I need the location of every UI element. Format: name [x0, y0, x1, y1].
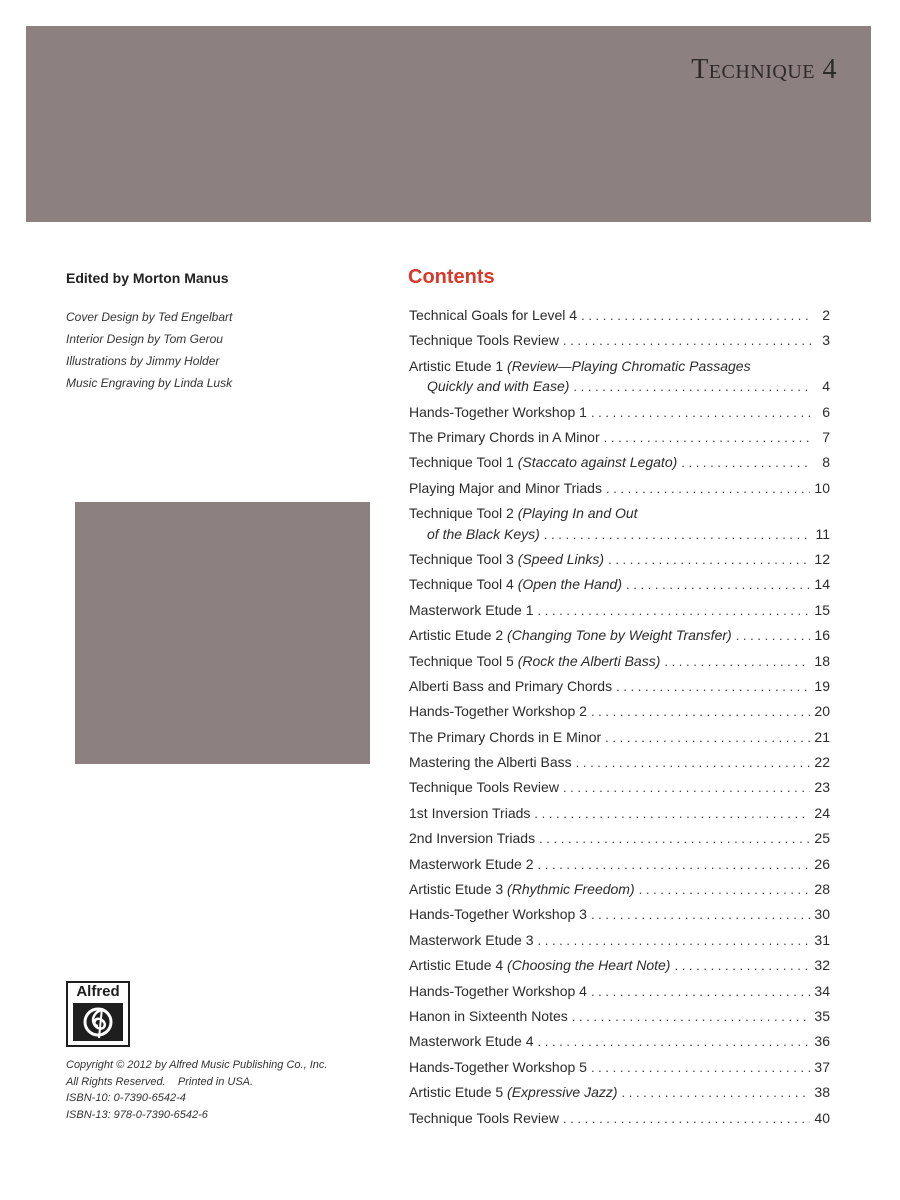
- dot-leader: [604, 428, 812, 448]
- toc-entry-title: Masterwork Etude 1: [409, 601, 534, 618]
- toc-entry-title: Masterwork Etude 2: [409, 855, 534, 872]
- toc-entry-title: Artistic Etude 4 (Choosing the Heart Note): [409, 957, 671, 974]
- toc-entry-title: Artistic Etude 3 (Rhythmic Freedom): [409, 881, 635, 898]
- copyright-line: ISBN-13: 978-0-7390-6542-6: [66, 1108, 208, 1121]
- dot-leader: [626, 575, 810, 595]
- toc-entry-title: Technique Tool 2 (Playing In and Out: [409, 505, 638, 522]
- toc-entry-title: Technical Goals for Level 4: [409, 307, 578, 323]
- toc-entry: [409, 1105, 830, 1130]
- copyright-line: Copyright © 2012 by Alfred Music Publishing Co., Inc.: [66, 1059, 328, 1071]
- dot-leader: [581, 306, 812, 326]
- dot-leader: [539, 829, 810, 849]
- header-banner: [26, 26, 871, 222]
- dot-leader: [591, 982, 810, 1002]
- toc-entry-title: Technique Tools Review: [409, 332, 559, 349]
- table-of-contents: [409, 302, 830, 1130]
- toc-entry-title: Alberti Bass and Primary Chords: [409, 677, 613, 694]
- toc-entry-title: The Primary Chords in E Minor: [409, 728, 602, 745]
- toc-entry-title: Artistic Etude 5 (Expressive Jazz): [409, 1084, 618, 1101]
- contents-heading: Contents: [408, 266, 495, 288]
- toc-entry-page: 14: [814, 576, 830, 593]
- toc-entry-title: Playing Major and Minor Triads: [409, 479, 602, 496]
- toc-entry: [409, 399, 830, 424]
- dot-leader: [674, 956, 810, 976]
- toc-entry-subtitle: (Review—Playing Chromatic Passages: [507, 357, 751, 374]
- toc-entry: [409, 327, 830, 352]
- credit-line: Music Engraving by Linda Lusk: [66, 376, 233, 390]
- toc-entry: [409, 698, 830, 723]
- toc-entry-subtitle: (Changing Tone by Weight Transfer): [507, 627, 732, 644]
- illustration-placeholder: [75, 502, 370, 764]
- toc-entry: [409, 1054, 830, 1079]
- toc-entry: [409, 1003, 830, 1028]
- toc-entry-subtitle: Quickly and with Ease): [427, 378, 570, 395]
- dot-leader: [534, 804, 810, 824]
- toc-entry: [409, 571, 830, 596]
- toc-entry: [409, 1079, 830, 1104]
- toc-entry-subtitle: (Rhythmic Freedom): [507, 881, 635, 898]
- toc-entry-subtitle: (Staccato against Legato): [517, 454, 678, 471]
- toc-entry-title: Hands-Together Workshop 3: [409, 906, 587, 923]
- dot-leader: [606, 479, 810, 499]
- toc-entry-page: 11: [815, 525, 830, 542]
- dot-leader: [591, 702, 810, 722]
- toc-entry-title: Hanon in Sixteenth Notes: [409, 1007, 568, 1024]
- toc-entry-page: 30: [814, 906, 830, 923]
- dot-leader: [605, 728, 810, 748]
- toc-entry-subtitle: (Open the Hand): [517, 576, 623, 593]
- toc-entry: [409, 724, 830, 749]
- toc-entry: [409, 475, 830, 500]
- dot-leader: [572, 1007, 811, 1027]
- toc-entry-subtitle: (Choosing the Heart Note): [507, 957, 671, 974]
- credit-line: Illustrations by Jimmy Holder: [66, 354, 220, 368]
- toc-entry: [409, 500, 830, 546]
- dot-leader: [591, 403, 812, 423]
- toc-entry-page: 4: [822, 378, 830, 395]
- toc-entry-page: 32: [814, 957, 830, 974]
- toc-entry-page: 37: [814, 1058, 830, 1075]
- page-title: Technique 4: [691, 54, 837, 85]
- toc-entry: [409, 597, 830, 622]
- toc-entry-title: Masterwork Etude 4: [409, 1033, 534, 1050]
- copyright-line: ISBN-10: 0-7390-6542-4: [66, 1092, 186, 1104]
- dot-leader: [681, 453, 812, 473]
- toc-entry-title: Technique Tools Review: [409, 779, 559, 796]
- alfred-clef-logo-icon: [72, 1002, 124, 1042]
- toc-entry-page: 26: [814, 855, 830, 872]
- toc-entry-page: 23: [814, 779, 830, 796]
- toc-entry-subtitle: (Speed Links): [517, 550, 605, 567]
- toc-entry: [409, 353, 830, 399]
- toc-entry-title: The Primary Chords in A Minor: [409, 428, 600, 445]
- toc-entry-title: Artistic Etude 2 (Changing Tone by Weight Transfer): [409, 627, 732, 644]
- toc-entry-subtitle: (Expressive Jazz): [507, 1084, 618, 1101]
- toc-entry-page: 38: [814, 1084, 830, 1101]
- toc-entry: [409, 622, 830, 647]
- toc-entry-title: Technique Tools Review: [409, 1109, 559, 1126]
- dot-leader: [538, 855, 811, 875]
- toc-entry: [409, 424, 830, 449]
- toc-entry-page: 20: [814, 703, 830, 720]
- dot-leader: [616, 677, 810, 697]
- dot-leader: [538, 601, 811, 621]
- toc-entry-page: 36: [814, 1033, 830, 1050]
- toc-entry-page: 21: [814, 728, 830, 745]
- toc-entry-page: 6: [822, 403, 830, 420]
- toc-entry-page: 8: [822, 454, 830, 471]
- toc-entry: [409, 851, 830, 876]
- toc-entry-page: 2: [822, 307, 830, 323]
- toc-entry: [409, 749, 830, 774]
- dot-leader: [639, 880, 811, 900]
- dot-leader: [573, 377, 812, 397]
- toc-entry-page: 19: [814, 677, 830, 694]
- toc-entry-page: 40: [814, 1109, 830, 1126]
- toc-entry-page: 28: [814, 881, 830, 898]
- dot-leader: [538, 1032, 811, 1052]
- toc-entry-page: 31: [814, 931, 830, 948]
- logo-text: Alfred: [76, 983, 120, 1000]
- toc-entry-page: 18: [814, 652, 830, 669]
- credit-line: Interior Design by Tom Gerou: [66, 332, 223, 346]
- toc-entry-page: 16: [814, 627, 830, 644]
- toc-entry-title: Mastering the Alberti Bass: [409, 754, 572, 771]
- toc-entry: [409, 774, 830, 799]
- design-credits: [66, 306, 232, 394]
- toc-entry-page: 35: [814, 1007, 830, 1024]
- dot-leader: [608, 550, 810, 570]
- toc-entry: [409, 546, 830, 571]
- toc-entry-page: 10: [814, 479, 830, 496]
- toc-entry: [409, 1028, 830, 1053]
- dot-leader: [736, 626, 811, 646]
- toc-entry-title: Technique Tool 5 (Rock the Alberti Bass): [409, 652, 661, 669]
- toc-entry-subtitle: of the Black Keys): [427, 525, 540, 542]
- toc-entry: [409, 825, 830, 850]
- toc-entry-subtitle: (Rock the Alberti Bass): [517, 652, 661, 669]
- toc-entry-page: 12: [814, 550, 830, 567]
- toc-entry: [409, 927, 830, 952]
- toc-entry-subtitle: (Playing In and Out: [517, 505, 638, 522]
- toc-entry-page: 34: [814, 982, 830, 999]
- toc-entry-page: 22: [814, 754, 830, 771]
- toc-entry-page: 3: [822, 332, 830, 349]
- toc-entry-title: Artistic Etude 1 (Review—Playing Chromatic Passages: [409, 357, 751, 374]
- toc-entry-page: 7: [822, 428, 830, 445]
- toc-entry-page: 15: [814, 601, 830, 618]
- alfred-logo: [66, 981, 130, 1047]
- dot-leader: [563, 778, 810, 798]
- toc-entry: [409, 800, 830, 825]
- dot-leader: [538, 931, 811, 951]
- toc-entry: [409, 978, 830, 1003]
- dot-leader: [563, 1109, 810, 1129]
- copyright-line: All Rights Reserved. Printed in USA.: [66, 1075, 254, 1088]
- editor-credit: Edited by Morton Manus: [66, 270, 229, 286]
- toc-entry-title: 1st Inversion Triads: [409, 804, 531, 821]
- toc-entry-title: Technique Tool 4 (Open the Hand): [409, 576, 623, 593]
- toc-entry-title: Hands-Together Workshop 2: [409, 703, 587, 720]
- toc-entry-page: 24: [814, 804, 830, 821]
- credit-line: Cover Design by Ted Engelbart: [66, 310, 233, 324]
- toc-entry-title: Masterwork Etude 3: [409, 931, 534, 948]
- toc-entry: [409, 648, 830, 673]
- toc-entry: [409, 876, 830, 901]
- toc-entry: [409, 673, 830, 698]
- toc-entry-title: Technique Tool 1 (Staccato against Legato): [409, 454, 678, 471]
- toc-entry: [409, 302, 830, 327]
- toc-entry-title: Hands-Together Workshop 1: [409, 403, 587, 420]
- toc-entry-title: 2nd Inversion Triads: [409, 830, 536, 847]
- copyright-block: [66, 1057, 327, 1123]
- dot-leader: [622, 1083, 811, 1103]
- toc-entry-title: Hands-Together Workshop 4: [409, 982, 587, 999]
- toc-entry-title: Technique Tool 3 (Speed Links): [409, 550, 605, 567]
- dot-leader: [544, 525, 812, 545]
- dot-leader: [591, 905, 810, 925]
- dot-leader: [591, 1058, 810, 1078]
- dot-leader: [576, 753, 811, 773]
- toc-entry-page: 25: [814, 830, 830, 847]
- toc-entry: [409, 952, 830, 977]
- toc-entry: [409, 449, 830, 474]
- toc-entry-title: Hands-Together Workshop 5: [409, 1058, 587, 1075]
- dot-leader: [664, 652, 810, 672]
- toc-entry: [409, 901, 830, 926]
- dot-leader: [563, 331, 812, 351]
